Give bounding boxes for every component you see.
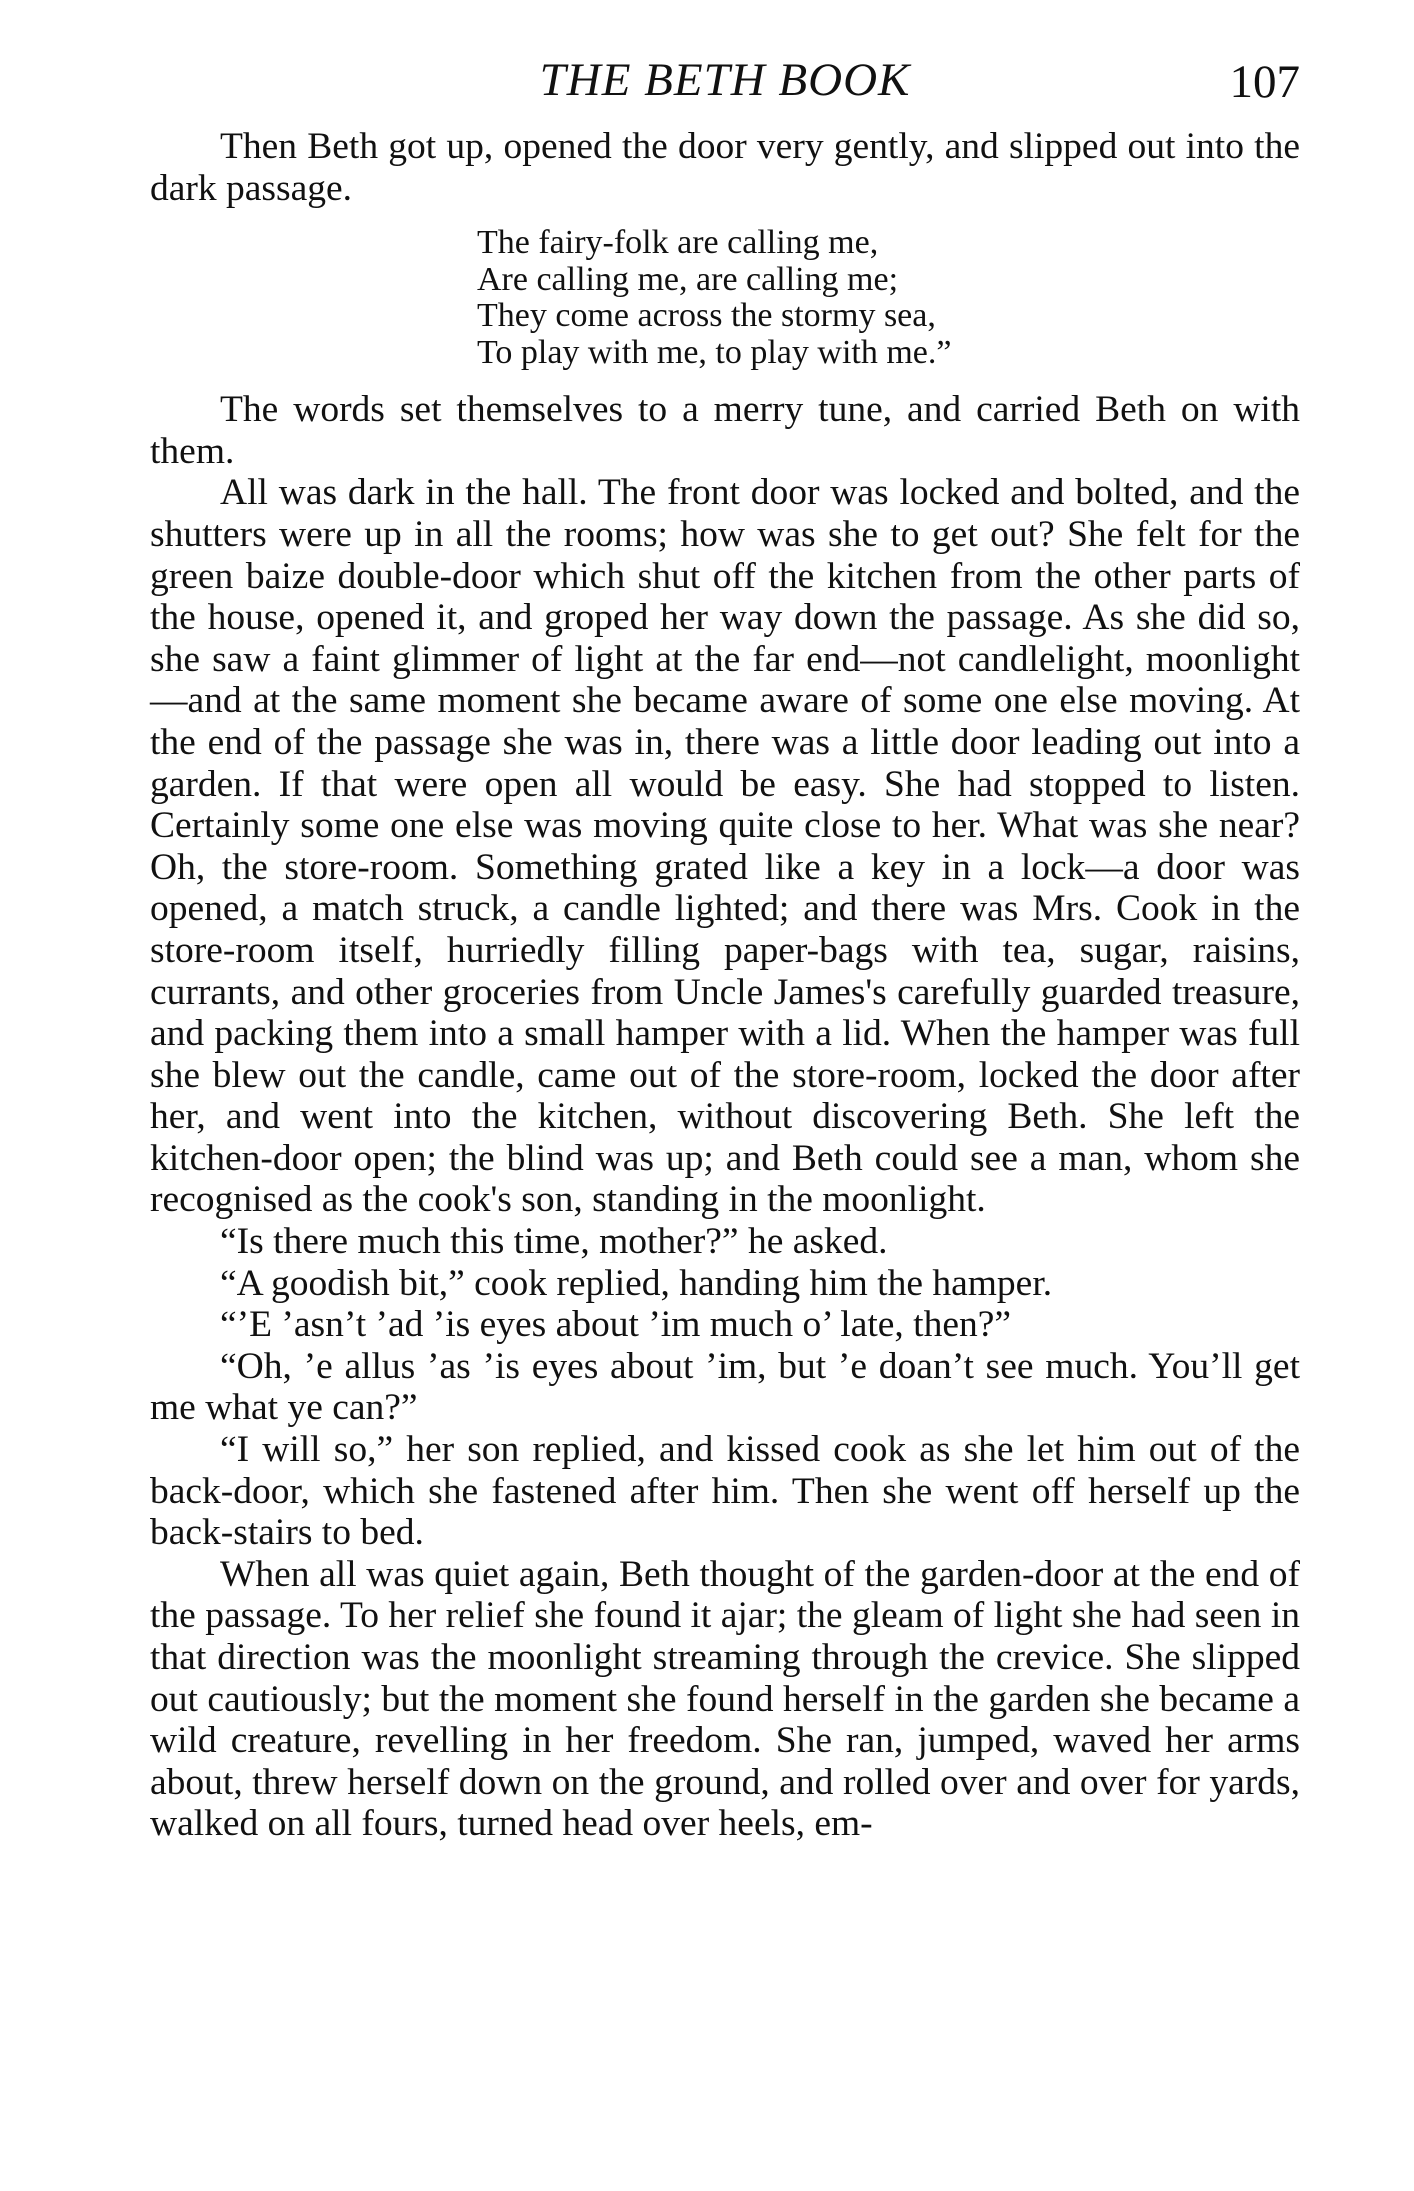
dialogue-line: “Is there much this time, mother?” he asked. bbox=[220, 1221, 888, 1263]
page-header bbox=[150, 50, 1300, 110]
paragraph-opening: Then Beth got up, opened the door very gently, and slipped out into the dark passage. bbox=[150, 126, 1300, 209]
poem-line: Are calling me, are calling me; bbox=[477, 260, 899, 298]
poem-line: To play with me, to play with me.” bbox=[477, 333, 952, 371]
running-title: THE BETH BOOK bbox=[539, 54, 911, 106]
dialogue-line: “Oh, ’e allus ’as ’is eyes about ’im, but ’e doan’t see much. You’ll get me what ye can?” bbox=[150, 1345, 1300, 1429]
poem-line: The fairy-folk are calling me, bbox=[477, 224, 879, 262]
paragraph: “I will so,” her son replied, and kissed cook as she let him out of the back-door, which she fastened after him. Then she went off herself up the back-stairs to bed. bbox=[150, 1429, 1300, 1554]
paragraph: All was dark in the hall. The front door was locked and bolted, and the shutters were up in all the rooms; how was she to get out? She felt for the green baize double-door which shut off the kitchen from the other parts of the house, opened it, and groped her way down the passage. As she did so, she saw a faint glimmer of light at the far end—not candlelight, moonlight—and at the same moment she became aware of some one else moving. At the end of the passage she was in, there was a little door leading out into a garden. If that were open all would be easy. She had stopped to listen. Certainly some one else was moving quite close to her. What was she near? Oh, the store-room. Something grated like a key in a lock—a door was opened, a match struck, a candle lighted; and there was Mrs. Cook in the store-room itself, hurriedly filling paper-bags with tea, sugar, raisins, currants, and other groceries from Uncle James's carefully guarded treasure, and packing them into a small hamper with a lid. When the hamper was full she blew out the candle, came out of the store-room, locked the door after her, and went into the kitchen, without discovering Beth. She left the kitchen-door open; the blind was up; and Beth could see a man, whom she recognised as the cook's son, standing in the moonlight. bbox=[150, 472, 1300, 1221]
poem-stanza bbox=[477, 225, 1300, 371]
poem-line: They come across the stormy sea, bbox=[477, 297, 936, 335]
dialogue-line: “’E ’asn’t ’ad ’is eyes about ’im much o’ late, then?” bbox=[220, 1304, 1012, 1346]
paragraph: The words set themselves to a merry tune, and carried Beth on with them. bbox=[150, 389, 1300, 472]
page-number: 107 bbox=[1229, 56, 1300, 108]
dialogue-line: “A goodish bit,” cook replied, handing him the hamper. bbox=[220, 1262, 1053, 1304]
page-body bbox=[150, 126, 1300, 1845]
paragraph: When all was quiet again, Beth thought of the garden-door at the end of the passage. To her relief she found it ajar; the gleam of light she had seen in that direction was the moonlight streaming through the crevice. She slipped out cautiously; but the moment she found herself in the garden she became a wild creature, revelling in her freedom. She ran, jumped, waved her arms about, threw herself down on the ground, and rolled over and over for yards, walked on all fours, turned head over heels, em- bbox=[150, 1553, 1300, 1845]
